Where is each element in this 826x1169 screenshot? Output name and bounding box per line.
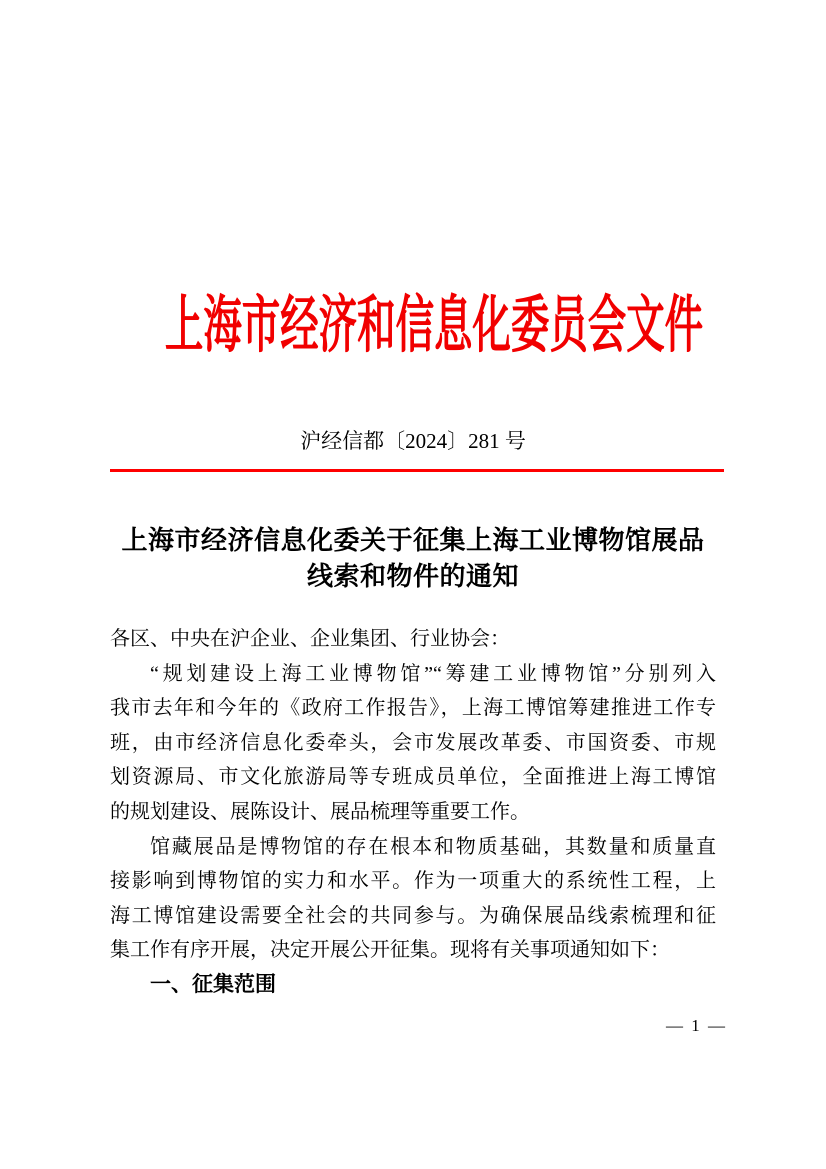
body-line: “规划建设上海工业博物馆”“筹建工业博物馆”分别列入 (150, 662, 716, 685)
red-divider-line (110, 469, 724, 472)
document-title-line1: 上海市经济信息化委关于征集上海工业博物馆展品 (121, 526, 705, 555)
document-banner (0, 294, 826, 358)
body-line: 海工博馆建设需要全社会的共同参与。为确保展品线索梳理和征 (110, 904, 716, 927)
section-heading: 一、征集范围 (150, 972, 276, 996)
body-line: 的规划建设、展陈设计、展品梳理等重要工作。 (110, 800, 530, 823)
body-line: 馆藏展品是博物馆的存在根本和物质基础，其数量和质量直 (150, 835, 716, 858)
body-line: 集工作有序开展，决定开展公开征集。现将有关事项通知如下： (110, 939, 670, 962)
page-number: — 1 — (666, 1016, 727, 1035)
document-body (110, 622, 716, 1003)
body-line: 我市去年和今年的《政府工作报告》，上海工博馆筹建推进工作专 (110, 697, 716, 720)
body-line: 划资源局、市文化旅游局等专班成员单位，全面推进上海工博馆 (110, 766, 716, 789)
body-line: 接影响到博物馆的实力和水平。作为一项重大的系统性工程，上 (110, 870, 716, 893)
document-title (110, 523, 716, 595)
body-line: 班，由市经济信息化委牵头，会市发展改革委、市国资委、市规 (110, 731, 716, 754)
salutation-line: 各区、中央在沪企业、企业集团、行业协会： (110, 628, 510, 650)
document-number: 沪经信都〔2024〕281 号 (300, 429, 526, 453)
document-title-line2: 线索和物件的通知 (306, 562, 519, 591)
banner-title: 上海市经济和信息化委员会文件 (164, 292, 704, 360)
